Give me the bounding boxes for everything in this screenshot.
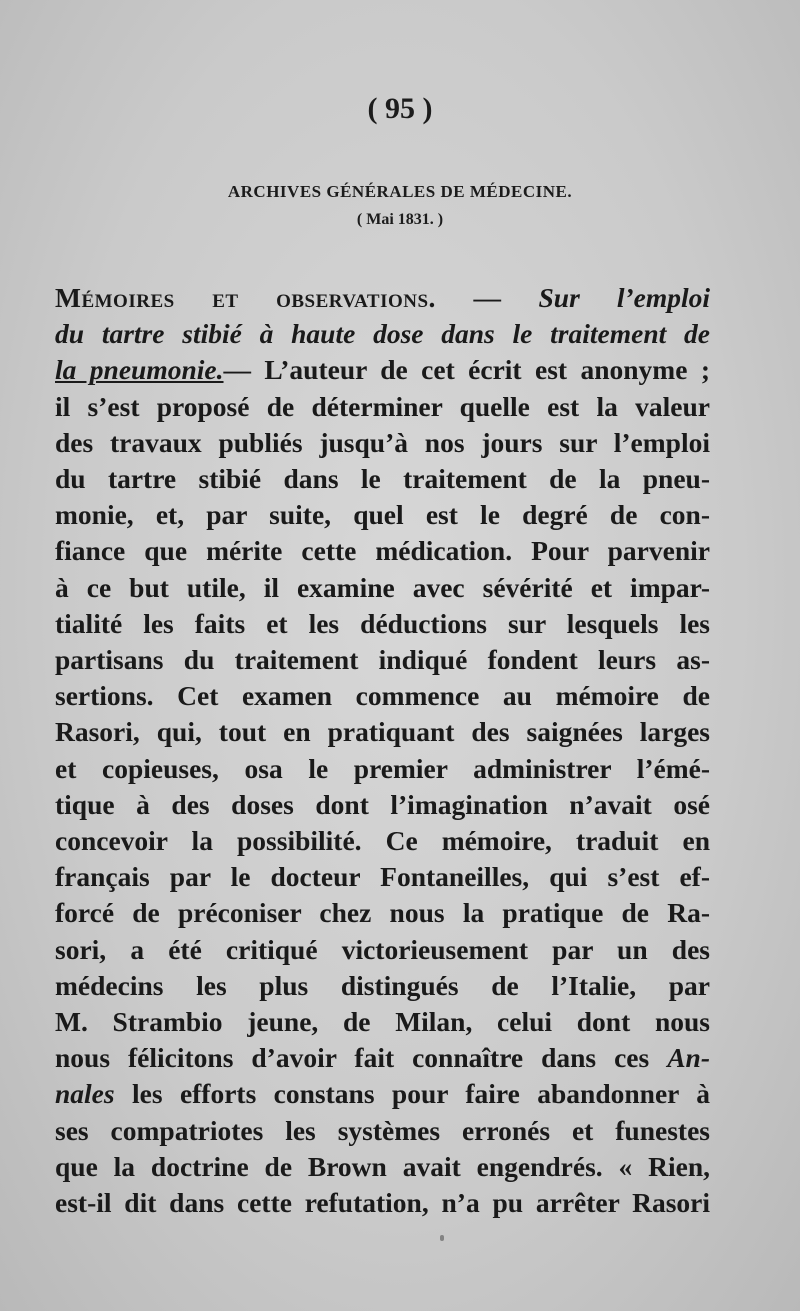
article-body <box>55 280 710 1221</box>
text-fragment: nous félicitons d’avoir fait connaître dans ces <box>55 1042 650 1074</box>
text-line: du tartre stibié dans le traitement de la pneu- <box>55 463 710 495</box>
title-line-3 <box>55 352 710 388</box>
text-line: partisans du traitement indiqué fondent leurs as- <box>55 644 710 676</box>
journal-name-italic: An- <box>667 1042 710 1074</box>
text-line: des travaux publiés jusqu’à nos jours sur l’emploi <box>55 426 710 458</box>
article-title-part-1: Sur l’emploi <box>538 282 710 313</box>
text-line-annales <box>55 1040 710 1076</box>
text-line: que la doctrine de Brown avait engendrés. « Rien, <box>55 1150 710 1182</box>
text-line: fiance que mérite cette médication. Pour parvenir <box>55 535 710 567</box>
issue-date: ( Mai 1831. ) <box>356 211 444 228</box>
text-line: tique à des doses dont l’imagination n’avait osé <box>55 788 710 820</box>
text-line: forcé de préconiser chez nous la pratique de Ra- <box>55 897 710 929</box>
text-line: médecins les plus distingués de l’Italie, par <box>55 969 710 1001</box>
text-line-nales <box>55 1076 710 1112</box>
text-line: monie, et, par suite, quel est le degré de con- <box>55 499 710 531</box>
title-line-1 <box>55 280 710 316</box>
journal-name-italic: nales <box>55 1078 115 1110</box>
text-line: sori, a été critiqué victorieusement par un des <box>55 933 710 965</box>
text-line: tialité les faits et les déductions sur lesquels les <box>55 607 710 639</box>
text-line: est-il dit dans cette refutation, n’a pu arrêter Rasori <box>55 1187 710 1219</box>
page-number: ( 95 ) <box>367 92 433 125</box>
text-line: Rasori, qui, tout en pratiquant des saignées larges <box>55 716 710 748</box>
ink-smudge <box>440 1235 444 1241</box>
text-line: ses compatriotes les systèmes erronés et funestes <box>55 1114 710 1146</box>
text-line: — L’auteur de cet écrit est anonyme ; <box>223 354 711 386</box>
article-title-part-2: du tartre stibié à haute dose dans le traitement de <box>55 318 710 350</box>
text-line: français par le docteur Fontaneilles, qui s’est ef- <box>55 861 710 893</box>
running-head: ARCHIVES GÉNÉRALES DE MÉDECINE. <box>227 182 573 201</box>
text-line: à ce but utile, il examine avec sévérité et impar- <box>55 571 710 603</box>
text-line: il s’est proposé de déterminer quelle est la valeur <box>55 390 710 422</box>
article-title-part-3: la pneumonie. <box>55 354 224 386</box>
text-line: M. Strambio jeune, de Milan, celui dont nous <box>55 1006 710 1038</box>
text-fragment: les efforts constans pour faire abandonner à <box>132 1078 711 1110</box>
section-heading: Mémoires et observations. — <box>55 282 502 313</box>
text-line: concevoir la possibilité. Ce mémoire, traduit en <box>55 825 710 857</box>
text-line: et copieuses, osa le premier administrer l’émé- <box>55 752 710 784</box>
text-line: sertions. Cet examen commence au mémoire de <box>55 680 710 712</box>
